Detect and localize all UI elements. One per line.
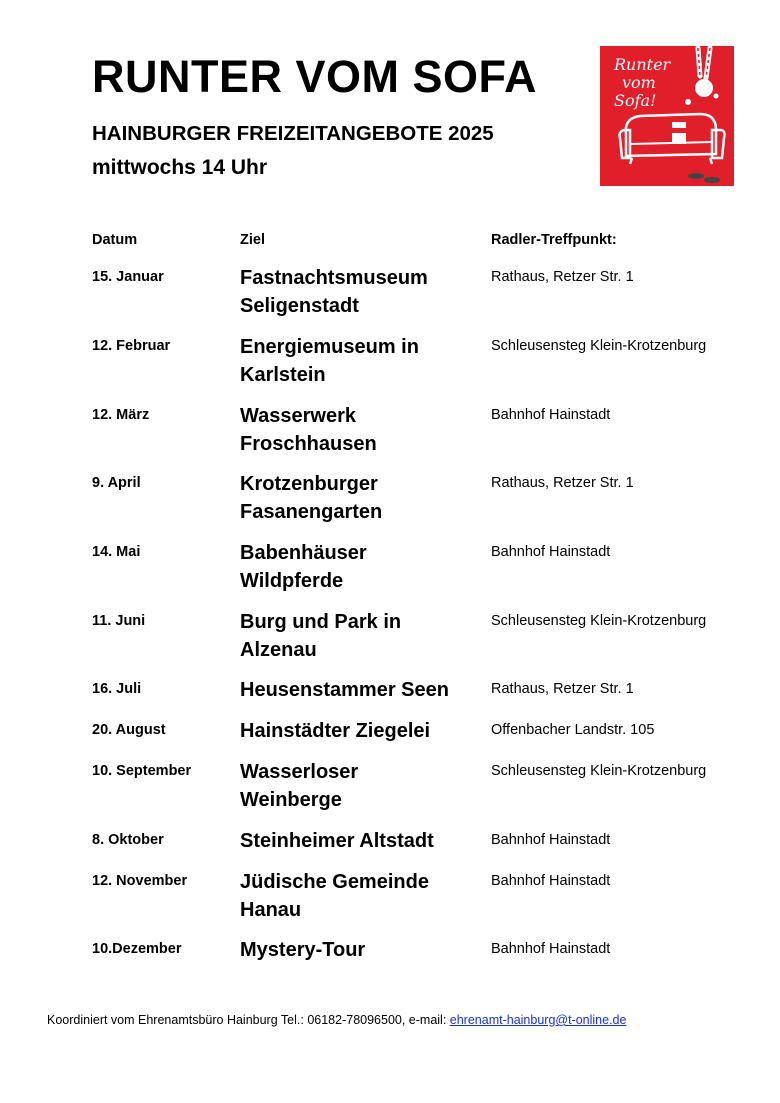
logo-text-line3: Sofa! [614,91,657,110]
event-date: 20. August [92,722,166,738]
event-meeting: Offenbacher Landstr. 105 [491,722,655,738]
event-goal [240,868,491,924]
event-goal-line1: Burg und Park in [240,611,402,633]
page-title: RUNTER VOM SOFA [92,51,538,102]
event-goal [240,333,491,389]
event-date: 16. Juli [92,681,142,697]
event-goal-line2: Weinberge [240,789,342,811]
table-row [92,470,742,539]
meeting-time: mittwochs 14 Uhr [92,156,268,179]
table-row [92,402,742,470]
table-row [92,717,742,758]
logo-text-line1: Runter [614,55,671,74]
table-row [92,264,742,333]
event-date: 12. Februar [92,338,171,354]
event-goal-line1: Heusenstammer Seen [240,679,449,701]
event-date: 15. Januar [92,269,164,285]
table-row [92,608,742,676]
header-date: Datum [92,232,138,248]
event-goal [240,402,491,458]
runter-vom-sofa-logo [600,46,734,186]
event-goal-line1: Steinheimer Altstadt [240,830,434,852]
event-goal-line2: Hanau [240,899,302,921]
table-row [92,539,742,608]
event-goal-line2: Karlstein [240,364,326,386]
header-goal: Ziel [240,232,265,248]
events-table [92,232,742,977]
header-meeting: Radler-Treffpunkt: [491,232,617,248]
event-goal-line2: Fasanengarten [240,501,383,523]
event-meeting: Schleusensteg Klein-Krotzenburg [491,763,707,779]
event-goal [240,717,491,745]
event-goal-line2: Wildpferde [240,570,344,592]
table-row [92,936,742,977]
event-goal [240,827,491,855]
event-date: 9. April [92,475,141,491]
table-row [92,333,742,402]
footer-email-link[interactable]: ehrenamt-hainburg@t-online.de [449,1013,627,1027]
event-date: 14. Mai [92,544,141,560]
footer [47,1013,626,1027]
table-row [92,758,742,827]
event-goal-line2: Froschhausen [240,433,377,455]
event-meeting: Bahnhof Hainstadt [491,832,611,848]
event-date: 10. September [92,763,192,779]
event-date: 11. Juni [92,613,146,629]
footer-text: Koordiniert vom Ehrenamtsbüro Hainburg Tel.: 06182-78096500, e-mail: [47,1013,450,1027]
table-row [92,868,742,936]
event-goal [240,264,491,320]
event-goal [240,470,491,526]
table-header [92,232,742,264]
page-subtitle: HAINBURGER FREIZEITANGEBOTE 2025 [92,122,494,145]
event-goal-line1: Hainstädter Ziegelei [240,720,431,742]
event-goal [240,936,491,964]
event-goal-line1: Fastnachtsmuseum [240,267,428,289]
event-date: 12. März [92,407,150,423]
event-goal-line1: Mystery-Tour [240,939,366,961]
event-goal-line2: Seligenstadt [240,295,359,317]
event-meeting: Bahnhof Hainstadt [491,544,611,560]
event-meeting: Schleusensteg Klein-Krotzenburg [491,613,707,629]
event-meeting: Rathaus, Retzer Str. 1 [491,681,634,697]
event-meeting: Bahnhof Hainstadt [491,873,611,889]
event-goal-line1: Energiemuseum in [240,336,419,358]
event-meeting: Bahnhof Hainstadt [491,941,611,957]
event-goal-line1: Wasserloser [240,761,359,783]
table-row [92,676,742,717]
event-goal-line1: Krotzenburger [240,473,378,495]
event-goal [240,676,491,704]
event-date: 10.Dezember [92,941,182,957]
event-goal [240,608,491,664]
logo-text-line2: vom [622,73,656,92]
event-goal-line1: Wasserwerk [240,405,356,427]
table-row [92,827,742,868]
event-date: 12. November [92,873,188,889]
event-goal-line1: Babenhäuser [240,542,367,564]
sofa-logo-icon [600,46,734,186]
event-meeting: Rathaus, Retzer Str. 1 [491,475,634,491]
event-meeting: Schleusensteg Klein-Krotzenburg [491,338,707,354]
event-goal [240,539,491,595]
event-meeting: Rathaus, Retzer Str. 1 [491,269,634,285]
event-goal-line1: Jüdische Gemeinde [240,871,429,893]
event-goal [240,758,491,814]
event-goal-line2: Alzenau [240,639,317,661]
event-date: 8. Oktober [92,832,164,848]
event-meeting: Bahnhof Hainstadt [491,407,611,423]
